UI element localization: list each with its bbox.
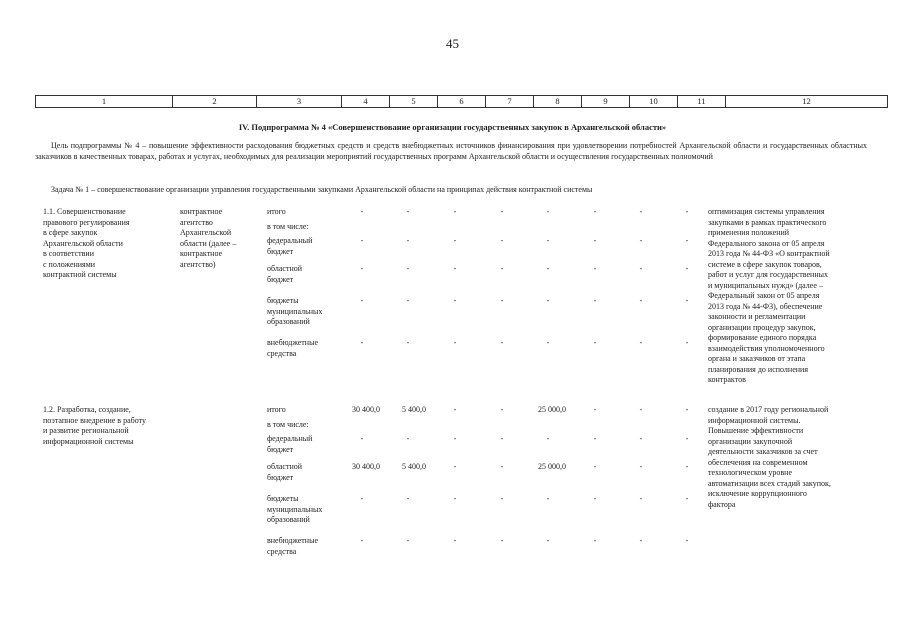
- funding-value: -: [593, 405, 597, 414]
- funding-value: -: [546, 434, 550, 443]
- funding-value: -: [546, 338, 550, 347]
- funding-value: -: [360, 434, 364, 443]
- column-number-12: 12: [726, 96, 888, 108]
- funding-value: 5 400,0: [402, 405, 426, 414]
- funding-value: -: [639, 264, 643, 273]
- funding-value: -: [406, 236, 410, 245]
- column-number-8: 8: [534, 96, 582, 108]
- funding-source-label: в том числе:: [267, 222, 309, 231]
- funding-value: 5 400,0: [402, 462, 426, 471]
- funding-value: -: [406, 536, 410, 545]
- funding-source-label: внебюджетные средства: [267, 536, 318, 556]
- funding-value: -: [546, 207, 550, 216]
- funding-source-label: федеральный бюджет: [267, 236, 313, 256]
- funding-value: -: [685, 434, 689, 443]
- funding-value: -: [406, 296, 410, 305]
- column-number-10: 10: [630, 96, 678, 108]
- funding-value: -: [453, 434, 457, 443]
- column-number-3: 3: [257, 96, 342, 108]
- funding-value: -: [546, 236, 550, 245]
- activity-name: 1.2. Разработка, создание, поэтапное внедрение в работу и развитие региональной информационной системы: [43, 405, 146, 446]
- funding-value: -: [453, 494, 457, 503]
- funding-value: -: [500, 494, 504, 503]
- funding-value: -: [593, 264, 597, 273]
- funding-value: -: [453, 536, 457, 545]
- task-statement: Задача № 1 – совершенствование организации управления государственными закупками Архангельской области на принципах действия контрактной системы: [51, 185, 593, 194]
- funding-value: -: [593, 462, 597, 471]
- funding-value: -: [360, 207, 364, 216]
- executor: контрактное агентство Архангельской области (далее – контрактное агентство): [180, 207, 237, 269]
- funding-value: -: [500, 434, 504, 443]
- funding-source-label: итого: [267, 207, 286, 216]
- funding-value: -: [360, 264, 364, 273]
- funding-source-label: итого: [267, 405, 286, 414]
- funding-value: -: [639, 434, 643, 443]
- funding-source-label: бюджеты муниципальных образований: [267, 494, 323, 524]
- funding-value: -: [593, 207, 597, 216]
- funding-value: -: [546, 296, 550, 305]
- funding-source-label: областной бюджет: [267, 264, 303, 284]
- funding-value: -: [593, 494, 597, 503]
- funding-value: -: [360, 296, 364, 305]
- funding-value: -: [453, 296, 457, 305]
- section-title: IV. Подпрограмма № 4 «Совершенствование организации государственных закупок в Архангельской области»: [238, 122, 667, 132]
- funding-value: -: [685, 207, 689, 216]
- funding-value: -: [453, 207, 457, 216]
- funding-value: 30 400,0: [352, 405, 380, 414]
- funding-value: -: [685, 405, 689, 414]
- funding-value: -: [500, 405, 504, 414]
- funding-value: -: [360, 536, 364, 545]
- funding-value: -: [500, 338, 504, 347]
- funding-value: -: [546, 494, 550, 503]
- funding-value: -: [500, 536, 504, 545]
- column-number-7: 7: [486, 96, 534, 108]
- funding-value: -: [685, 296, 689, 305]
- funding-value: -: [639, 236, 643, 245]
- funding-value: -: [453, 405, 457, 414]
- funding-value: -: [593, 296, 597, 305]
- funding-value: -: [406, 264, 410, 273]
- funding-value: 30 400,0: [352, 462, 380, 471]
- funding-value: -: [685, 536, 689, 545]
- funding-value: -: [453, 236, 457, 245]
- funding-value: 25 000,0: [538, 462, 566, 471]
- funding-value: -: [685, 236, 689, 245]
- expected-result: создание в 2017 году региональной информационной системы. Повышение эффективности организации закупочной деятельности заказчиков за счет обеспечения на современном технологическом уровне автоматизации всех стадий закупок, исключение коррупционного фактора: [708, 405, 831, 509]
- funding-value: -: [685, 338, 689, 347]
- column-number-5: 5: [390, 96, 438, 108]
- funding-value: -: [406, 434, 410, 443]
- funding-value: -: [360, 494, 364, 503]
- funding-value: -: [406, 494, 410, 503]
- funding-value: -: [360, 338, 364, 347]
- funding-value: -: [500, 207, 504, 216]
- funding-value: -: [453, 338, 457, 347]
- funding-source-label: федеральный бюджет: [267, 434, 313, 454]
- funding-value: -: [639, 494, 643, 503]
- funding-value: -: [500, 462, 504, 471]
- funding-value: -: [639, 405, 643, 414]
- funding-value: -: [406, 338, 410, 347]
- funding-value: -: [546, 264, 550, 273]
- column-number-9: 9: [582, 96, 630, 108]
- funding-value: -: [685, 264, 689, 273]
- funding-value: -: [593, 434, 597, 443]
- funding-value: -: [593, 536, 597, 545]
- funding-value: -: [453, 264, 457, 273]
- funding-value: -: [360, 236, 364, 245]
- activity-name: 1.1. Совершенствование правового регулирования в сфере закупок Архангельской области в соответствии с положениями контрактной системы: [43, 207, 130, 279]
- funding-value: -: [639, 462, 643, 471]
- column-number-6: 6: [438, 96, 486, 108]
- funding-source-label: областной бюджет: [267, 462, 303, 482]
- funding-value: -: [639, 207, 643, 216]
- column-number-2: 2: [173, 96, 257, 108]
- funding-value: -: [685, 494, 689, 503]
- funding-source-label: в том числе:: [267, 420, 309, 429]
- funding-value: -: [406, 207, 410, 216]
- funding-value: -: [639, 296, 643, 305]
- expected-result: оптимизация системы управления закупками в рамках практического применения положений Федерального закона от 05 апреля 2013 года № 44-ФЗ «О контрактной системе в сфере закупок товаров, работ и услуг для государственных и муниципальных нужд» (далее – Федеральный закон от 05 апреля 2013 года № 44-ФЗ), обеспечение законности и регламентации организации процедур закупок, формирование единого порядка взаимодействия уполномоченного органа и заказчиков от этапа планирования до исполнения контрактов: [708, 207, 830, 384]
- funding-value: -: [593, 236, 597, 245]
- column-number-11: 11: [678, 96, 726, 108]
- funding-value: -: [639, 338, 643, 347]
- column-number-1: 1: [36, 96, 173, 108]
- subprogram-goal: Цель подпрограммы № 4 – повышение эффективности расходования бюджетных средств и средств внебюджетных источников финансирования при удовлетворении потребностей Архангельской области и государственных областных заказчиков в качественных товарах, работах и услугах, необходимых для реализации мероприятий государственных программ Архангельской области и осуществления государственных полномочий: [35, 141, 867, 161]
- funding-value: -: [685, 462, 689, 471]
- funding-value: -: [639, 536, 643, 545]
- funding-source-label: бюджеты муниципальных образований: [267, 296, 323, 326]
- funding-value: 25 000,0: [538, 405, 566, 414]
- funding-value: -: [500, 296, 504, 305]
- funding-value: -: [453, 462, 457, 471]
- funding-value: -: [500, 236, 504, 245]
- funding-value: -: [593, 338, 597, 347]
- column-number-4: 4: [342, 96, 390, 108]
- funding-value: -: [546, 536, 550, 545]
- funding-source-label: внебюджетные средства: [267, 338, 318, 358]
- column-number-header: [35, 95, 888, 108]
- funding-value: -: [500, 264, 504, 273]
- page-number: 45: [446, 36, 459, 51]
